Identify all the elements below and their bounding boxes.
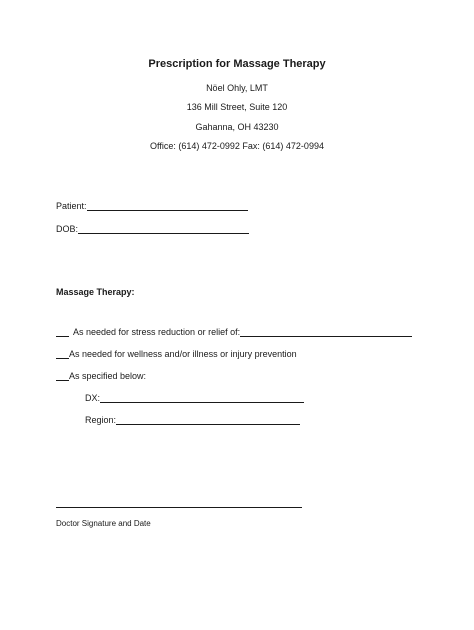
- region-field: [85, 415, 300, 425]
- region-label: Region:: [85, 415, 117, 425]
- option-stress-relief: [56, 327, 412, 337]
- region-blank[interactable]: [116, 416, 300, 425]
- therapist-name: Nöel Ohly, LMT: [206, 83, 268, 93]
- dx-field: [85, 393, 304, 403]
- signature-line[interactable]: [56, 507, 302, 508]
- patient-field: [56, 201, 248, 211]
- option-wellness-label: As needed for wellness and/or illness or injury prevention: [69, 349, 297, 359]
- option-wellness: [56, 349, 297, 359]
- dx-label: DX:: [85, 393, 101, 403]
- option-stress-relief-checkbox[interactable]: [56, 328, 69, 337]
- option-specified-checkbox[interactable]: [56, 372, 69, 381]
- dx-blank[interactable]: [100, 394, 304, 403]
- patient-blank[interactable]: [87, 202, 248, 211]
- patient-label: Patient:: [56, 201, 87, 211]
- dob-field: [56, 224, 249, 234]
- dob-label: DOB:: [56, 224, 79, 234]
- phone-fax: Office: (614) 472-0992 Fax: (614) 472-0994: [150, 141, 324, 151]
- street-address: 136 Mill Street, Suite 120: [186, 102, 288, 112]
- relief-of-blank[interactable]: [240, 328, 412, 337]
- massage-therapy-heading: Massage Therapy:: [56, 287, 135, 297]
- option-stress-relief-label: As needed for stress reduction or relief of:: [73, 327, 241, 337]
- city-state-zip: Gahanna, OH 43230: [195, 122, 279, 132]
- form-title: Prescription for Massage Therapy: [148, 58, 326, 70]
- option-wellness-checkbox[interactable]: [56, 350, 69, 359]
- signature-label: Doctor Signature and Date: [56, 519, 151, 528]
- option-specified: [56, 371, 146, 381]
- dob-blank[interactable]: [78, 225, 249, 234]
- option-specified-label: As specified below:: [69, 371, 147, 381]
